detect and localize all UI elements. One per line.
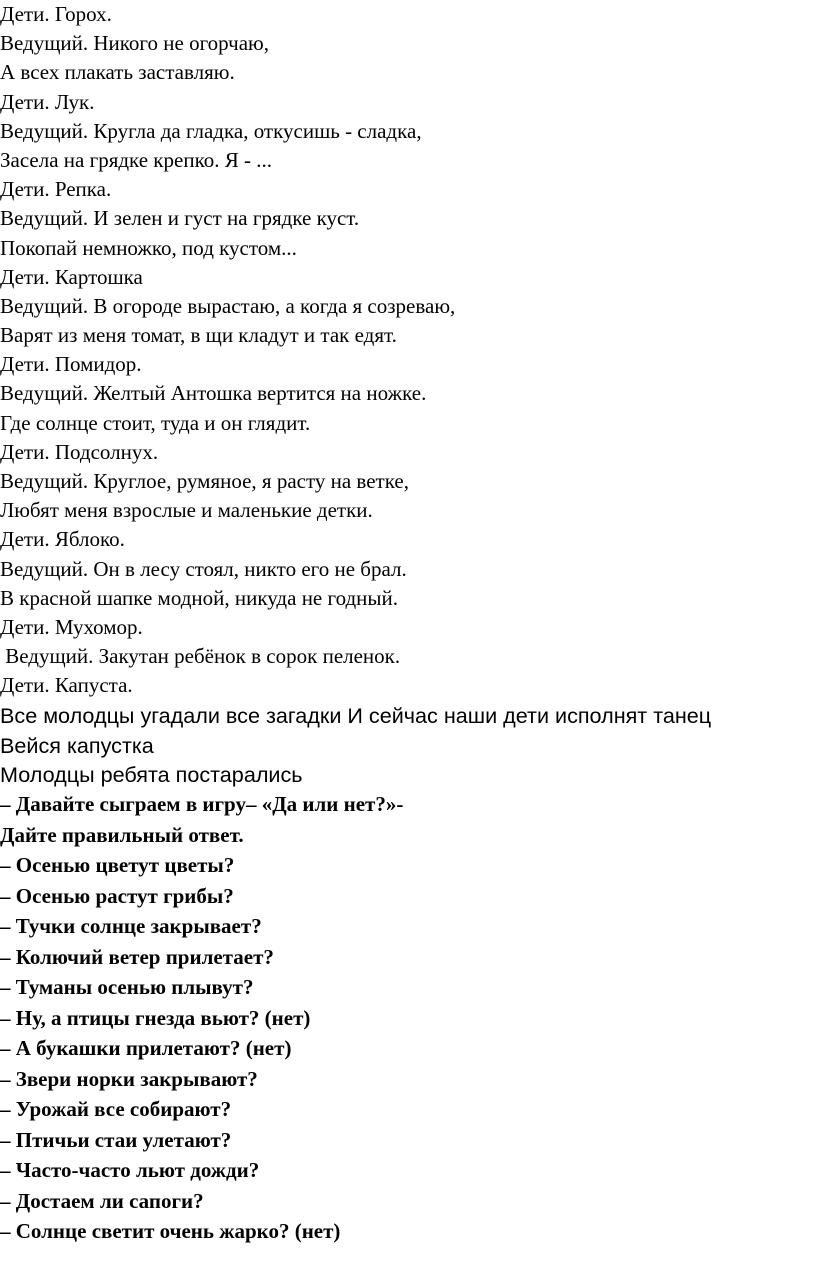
dialogue-line: Дети. Лук. (0, 89, 95, 114)
game-question: – Достаем ли сапоги? (0, 1188, 204, 1213)
dialogue-line: Ведущий. Кругла да гладка, откусишь - сладка, (0, 118, 422, 143)
dialogue-line: Покопай немножко, под кустом... (0, 235, 297, 260)
dialogue-line: Дети. Репка. (0, 177, 112, 202)
yes-no-game (0, 789, 816, 1247)
dialogue-line: Ведущий. Никого не огорчаю, (0, 31, 269, 56)
dialogue-line: Где солнце стоит, туда и он глядит. (0, 410, 311, 435)
transition-line: Молодцы ребята постарались (0, 762, 303, 787)
dialogue-line: В красной шапке модной, никуда не годный. (0, 585, 399, 610)
dialogue-line: Засела на грядке крепко. Я - ... (0, 147, 272, 172)
transition-line: Все молодцы угадали все загадки И сейчас наши дети исполнят танец (0, 703, 712, 728)
dialogue-line: Дети. Капуста. (0, 673, 133, 698)
dialogue-line: Ведущий. Круглое, румяное, я расту на ветке, (0, 469, 409, 493)
dialogue-line: А всех плакать заставляю. (0, 60, 235, 85)
game-question: – Осенью растут грибы? (0, 883, 234, 908)
dialogue-line: Ведущий. Желтый Антошка вертится на ножке. (0, 381, 427, 406)
dialogue-line: Дети. Помидор. (0, 352, 142, 377)
game-question: – Солнце светит очень жарко? (нет) (0, 1219, 341, 1243)
game-question: – Часто-часто льют дожди? (0, 1158, 260, 1182)
dialogue-line: Дети. Горох. (0, 2, 112, 26)
game-question: – Туманы осенью плывут? (0, 975, 254, 999)
game-question: – Птичьи стаи улетают? (0, 1127, 232, 1152)
dialogue-line: Дети. Подсолнух. (0, 439, 159, 464)
game-question: – Урожай все собирают? (0, 1097, 232, 1121)
game-intro: Дайте правильный ответ. (0, 822, 244, 847)
game-question: – Тучки солнце закрывает? (0, 914, 262, 938)
game-question: – Звери норки закрывают? (0, 1066, 258, 1091)
dialogue-line: Ведущий. В огороде вырастаю, а когда я созреваю, (0, 293, 456, 318)
game-question: – Осенью цветут цветы? (0, 853, 235, 877)
transition-text (0, 701, 816, 790)
dialogue-line: Любят меня взрослые и маленькие детки. (0, 498, 373, 523)
game-question: – А букашки прилетают? (нет) (0, 1036, 292, 1060)
dialogue-line: Дети. Картошка (0, 264, 143, 289)
dialogue-line: Дети. Мухомор. (0, 614, 143, 639)
dialogue-line: Ведущий. И зелен и густ на грядке куст. (0, 206, 360, 231)
transition-line: Вейся капустка (0, 732, 154, 758)
game-intro: – Давайте сыграем в игру– «Да или нет?»- (0, 792, 404, 816)
dialogue-line: Варят из меня томат, в щи кладут и так едят. (0, 323, 397, 348)
dialogue-line: Дети. Яблоко. (0, 527, 125, 552)
game-question: – Колючий ветер прилетает? (0, 944, 274, 969)
game-question: – Ну, а птицы гнезда вьют? (нет) (0, 1005, 311, 1030)
dialogue-line: Ведущий. Он в лесу стоял, никто его не брал. (0, 556, 407, 581)
dialogue-line: Ведущий. Закутан ребёнок в сорок пеленок. (0, 644, 401, 669)
